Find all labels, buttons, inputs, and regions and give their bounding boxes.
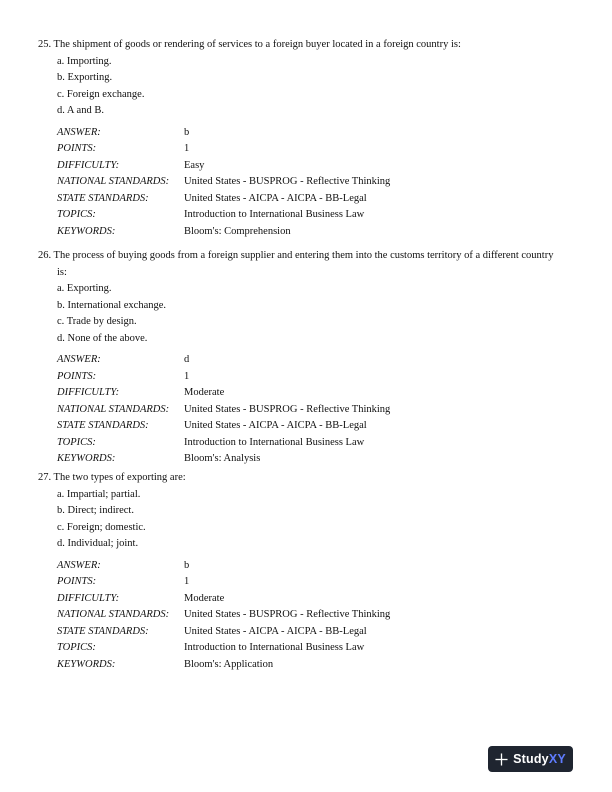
meta-label: STATE STANDARDS: [57, 420, 149, 431]
meta-row-answer [57, 558, 558, 575]
meta-value: United States - AICPA - AICPA - BB-Legal [184, 420, 367, 431]
meta-value: Introduction to International Business Law [184, 209, 365, 220]
meta-row-answer [57, 352, 558, 369]
question-metadata [38, 352, 558, 468]
meta-label: NATIONAL STANDARDS: [57, 609, 170, 620]
meta-value: Introduction to International Business Law [184, 436, 365, 448]
meta-value: Moderate [184, 592, 225, 604]
meta-label: NATIONAL STANDARDS: [57, 403, 170, 415]
meta-value: 1 [184, 576, 190, 587]
meta-row-state-standards [57, 191, 558, 208]
meta-value: b [184, 126, 190, 138]
meta-label: STATE STANDARDS: [57, 625, 149, 637]
meta-label: ANSWER: [57, 559, 101, 571]
question-metadata [38, 558, 558, 674]
meta-value: United States - BUSPROG - Reflective Thinking [184, 176, 391, 187]
meta-label: ANSWER: [57, 354, 101, 365]
meta-row-keywords [57, 224, 558, 241]
question-metadata [38, 125, 558, 241]
meta-label: TOPICS: [57, 642, 96, 653]
meta-value: United States - AICPA - AICPA - BB-Legal [184, 192, 367, 204]
meta-row-points [57, 141, 558, 158]
option-b: b. Exporting. [57, 72, 113, 83]
meta-value: 1 [184, 370, 190, 382]
meta-row-topics [57, 207, 558, 224]
meta-row-national-standards [57, 607, 558, 624]
question-text: 26. The process of buying goods from a foreign supplier and entering them into the customs territory of a different country is: [38, 250, 554, 278]
meta-label: TOPICS: [57, 209, 96, 220]
meta-row-topics [57, 640, 558, 657]
meta-row-difficulty [57, 591, 558, 608]
meta-value: d [184, 354, 190, 365]
meta-row-national-standards [57, 402, 558, 419]
option-d: d. Individual; joint. [57, 538, 139, 549]
meta-value: Bloom's: Application [184, 658, 274, 670]
meta-row-points [57, 574, 558, 591]
studyxy-badge[interactable] [488, 746, 573, 772]
meta-label: NATIONAL STANDARDS: [57, 176, 170, 187]
option-c: c. Foreign exchange. [57, 88, 145, 100]
meta-label: DIFFICULTY: [57, 592, 120, 604]
meta-value: United States - AICPA - AICPA - BB-Legal [184, 625, 367, 637]
badge-text-main: Study [513, 752, 549, 766]
option-a: a. Impartial; partial. [57, 488, 141, 500]
meta-label: DIFFICULTY: [57, 159, 120, 171]
question-text: 27. The two types of exporting are: [38, 472, 186, 483]
question-27 [38, 470, 558, 673]
badge-logo-text [513, 752, 566, 766]
meta-value: Moderate [184, 387, 225, 398]
meta-label: KEYWORDS: [57, 453, 116, 464]
option-a: a. Exporting. [57, 283, 112, 294]
meta-label: TOPICS: [57, 436, 96, 448]
option-b: b. International exchange. [57, 299, 167, 311]
meta-value: 1 [184, 143, 190, 154]
option-d: d. A and B. [57, 105, 104, 116]
meta-row-difficulty [57, 158, 558, 175]
meta-label: POINTS: [57, 576, 97, 587]
meta-value: United States - BUSPROG - Reflective Thinking [184, 403, 391, 415]
question-26 [38, 248, 558, 468]
plus-icon [495, 753, 508, 766]
meta-value: Bloom's: Analysis [184, 453, 261, 464]
option-c: c. Foreign; domestic. [57, 521, 146, 533]
meta-label: KEYWORDS: [57, 225, 116, 237]
meta-label: STATE STANDARDS: [57, 192, 149, 204]
meta-value: Easy [184, 159, 205, 171]
meta-row-keywords [57, 657, 558, 674]
badge-text-accent: XY [548, 752, 566, 766]
meta-row-points [57, 369, 558, 386]
meta-row-state-standards [57, 624, 558, 641]
option-a: a. Importing. [57, 55, 112, 67]
meta-label: ANSWER: [57, 126, 101, 138]
option-d: d. None of the above. [57, 332, 148, 344]
option-c: c. Trade by design. [57, 316, 137, 327]
meta-label: KEYWORDS: [57, 658, 116, 670]
question-text: 25. The shipment of goods or rendering of services to a foreign buyer located in a foreign country is: [38, 39, 461, 50]
option-b: b. Direct; indirect. [57, 505, 134, 516]
meta-value: Bloom's: Comprehension [184, 225, 291, 237]
meta-value: United States - BUSPROG - Reflective Thinking [184, 609, 391, 620]
meta-row-topics [57, 435, 558, 452]
meta-value: Introduction to International Business Law [184, 642, 365, 653]
meta-row-state-standards [57, 418, 558, 435]
question-25 [38, 37, 558, 240]
meta-label: DIFFICULTY: [57, 387, 120, 398]
meta-value: b [184, 559, 190, 571]
meta-row-keywords [57, 451, 558, 468]
meta-label: POINTS: [57, 370, 97, 382]
meta-row-difficulty [57, 385, 558, 402]
meta-label: POINTS: [57, 143, 97, 154]
meta-row-national-standards [57, 174, 558, 191]
meta-row-answer [57, 125, 558, 142]
